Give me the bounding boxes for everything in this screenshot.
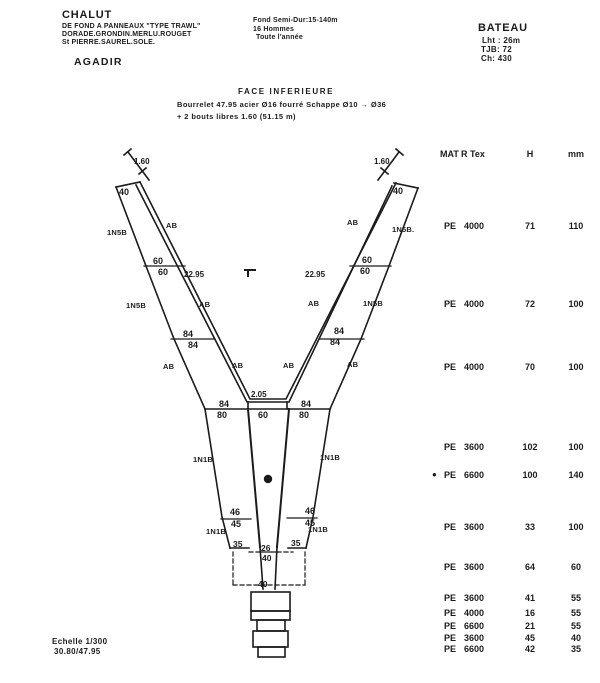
gear-type-line: DE FOND A PANNEAUX "TYPE TRAWL" — [62, 23, 201, 30]
junction-80-right: 80 — [299, 410, 310, 420]
codend-section-4 — [253, 631, 288, 647]
left-divider-60-lower: 60 — [158, 267, 169, 277]
col-header-mat: MAT — [440, 149, 459, 159]
table-row: PE 4000 16 55 — [444, 608, 581, 618]
edge-label-ab: AB — [199, 300, 211, 309]
codend-attach-40: 40 — [258, 579, 268, 589]
col-header-h: H — [526, 149, 534, 159]
edge-label-ab: AB — [308, 299, 320, 308]
col-header-rtex: R Tex — [461, 149, 485, 159]
belly-material-dot — [264, 475, 272, 483]
boat-title: BATEAU — [478, 22, 528, 34]
col-header-mm: mm — [567, 149, 584, 159]
panel-face-title: FACE INFERIEURE — [238, 87, 335, 96]
right-divider-45: 45 — [305, 518, 316, 528]
table-row: ● PE 6600 100 140 — [432, 470, 584, 480]
cut-label-1n5b: 1N5B. — [392, 225, 415, 234]
mouth-width: 2.05 — [251, 390, 267, 399]
codend-section-3 — [257, 620, 285, 631]
boat-power: Ch: 430 — [481, 54, 512, 63]
edge-label-ab: AB — [232, 361, 244, 370]
material-dot: ● — [432, 470, 437, 479]
table-row: PE 4000 72 100 — [444, 299, 584, 309]
cut-label-1n5b: 1N5B — [126, 301, 146, 310]
right-wing-length: 22.95 — [305, 270, 326, 279]
edge-label-ab: AB — [283, 361, 295, 370]
extension-right-edge — [275, 547, 277, 589]
edge-label-ab: AB — [347, 218, 359, 227]
ground-depth: Fond Semi-Dur:15-140m — [253, 17, 338, 24]
footrope-spec: Bourrelet 47.95 acier Ø16 fourré Schappe Ø10 → Ø36 — [177, 100, 387, 109]
cut-label-1n1b: 1N1B — [308, 525, 328, 534]
junction-80-left: 80 — [217, 410, 228, 420]
left-bridle-length: 1.60 — [134, 157, 150, 166]
junction-84-right: 84 — [301, 399, 312, 409]
port-name: AGADIR — [74, 56, 123, 68]
scale-label: Echelle 1/300 — [52, 637, 108, 646]
cut-label-1n5b: 1N5B — [363, 299, 383, 308]
junction-60-center: 60 — [258, 410, 269, 420]
table-row: PE 3600 102 100 — [444, 442, 584, 452]
season: Toute l'année — [256, 34, 303, 41]
table-row: PE 6600 21 55 — [444, 621, 581, 631]
table-row: PE 4000 71 110 — [444, 221, 584, 231]
species-line-2: St PIERRE.SAUREL.SOLE. — [62, 39, 156, 46]
doc-title: CHALUT — [62, 9, 113, 21]
edge-label-ab: AB — [166, 221, 178, 230]
table-row: PE 3600 41 55 — [444, 593, 581, 603]
left-divider-84-upper: 84 — [183, 329, 194, 339]
right-bridle-length: 1.60 — [374, 157, 390, 166]
edge-label-ab: AB — [347, 360, 359, 369]
junction-84-left: 84 — [219, 399, 230, 409]
edge-label-ab: AB — [163, 362, 175, 371]
left-divider-60-upper: 60 — [153, 256, 164, 266]
boat-length: Lht : 26m — [482, 36, 521, 45]
codend-section-5 — [258, 647, 285, 657]
codend-section-2 — [251, 611, 290, 620]
species-line-1: DORADE.GRONDIN.MERLU.ROUGET — [62, 31, 192, 38]
extension-40: 40 — [262, 553, 272, 563]
cut-label-1n1b: 1N1B — [320, 453, 340, 462]
right-belly-seam — [277, 409, 289, 547]
left-divider-46: 46 — [230, 507, 241, 517]
left-wing-tip-mesh: 40 — [119, 187, 130, 197]
right-wing-tip-mesh: 40 — [393, 186, 404, 196]
left-wing-length: 22.95 — [184, 270, 205, 279]
left-wing-outer-edge — [116, 187, 205, 409]
cut-label-1n5b: 1N5B — [107, 228, 127, 237]
extension-26: 26 — [261, 543, 271, 553]
right-divider-60-lower: 60 — [360, 266, 371, 276]
left-divider-84-lower: 84 — [188, 340, 199, 350]
table-row: PE 3600 64 60 — [444, 562, 581, 572]
left-divider-45: 45 — [231, 519, 242, 529]
left-belly-seam — [248, 409, 260, 547]
free-ends-spec: + 2 bouts libres 1.60 (51.15 m) — [177, 112, 296, 121]
table-row: PE 3600 45 40 — [444, 633, 581, 643]
right-divider-84-upper: 84 — [334, 326, 345, 336]
ratio-label: 30.80/47.95 — [54, 647, 101, 656]
table-row: PE 3600 33 100 — [444, 522, 584, 532]
right-panel-end-35: 35 — [291, 538, 301, 548]
left-panel-end-35: 35 — [233, 539, 243, 549]
right-divider-84-lower: 84 — [330, 337, 341, 347]
cut-label-1n1b: 1N1B — [206, 527, 226, 536]
center-reference-mark — [245, 270, 255, 276]
right-divider-46: 46 — [305, 506, 316, 516]
boat-tonnage: TJB: 72 — [481, 45, 512, 54]
codend-section-1 — [251, 592, 290, 611]
table-row: PE 6600 42 35 — [444, 644, 581, 654]
right-divider-60-upper: 60 — [362, 255, 373, 265]
cut-label-1n1b: 1N1B — [193, 455, 213, 464]
crew-size: 16 Hommes — [253, 26, 295, 33]
table-row: PE 4000 70 100 — [444, 362, 584, 372]
